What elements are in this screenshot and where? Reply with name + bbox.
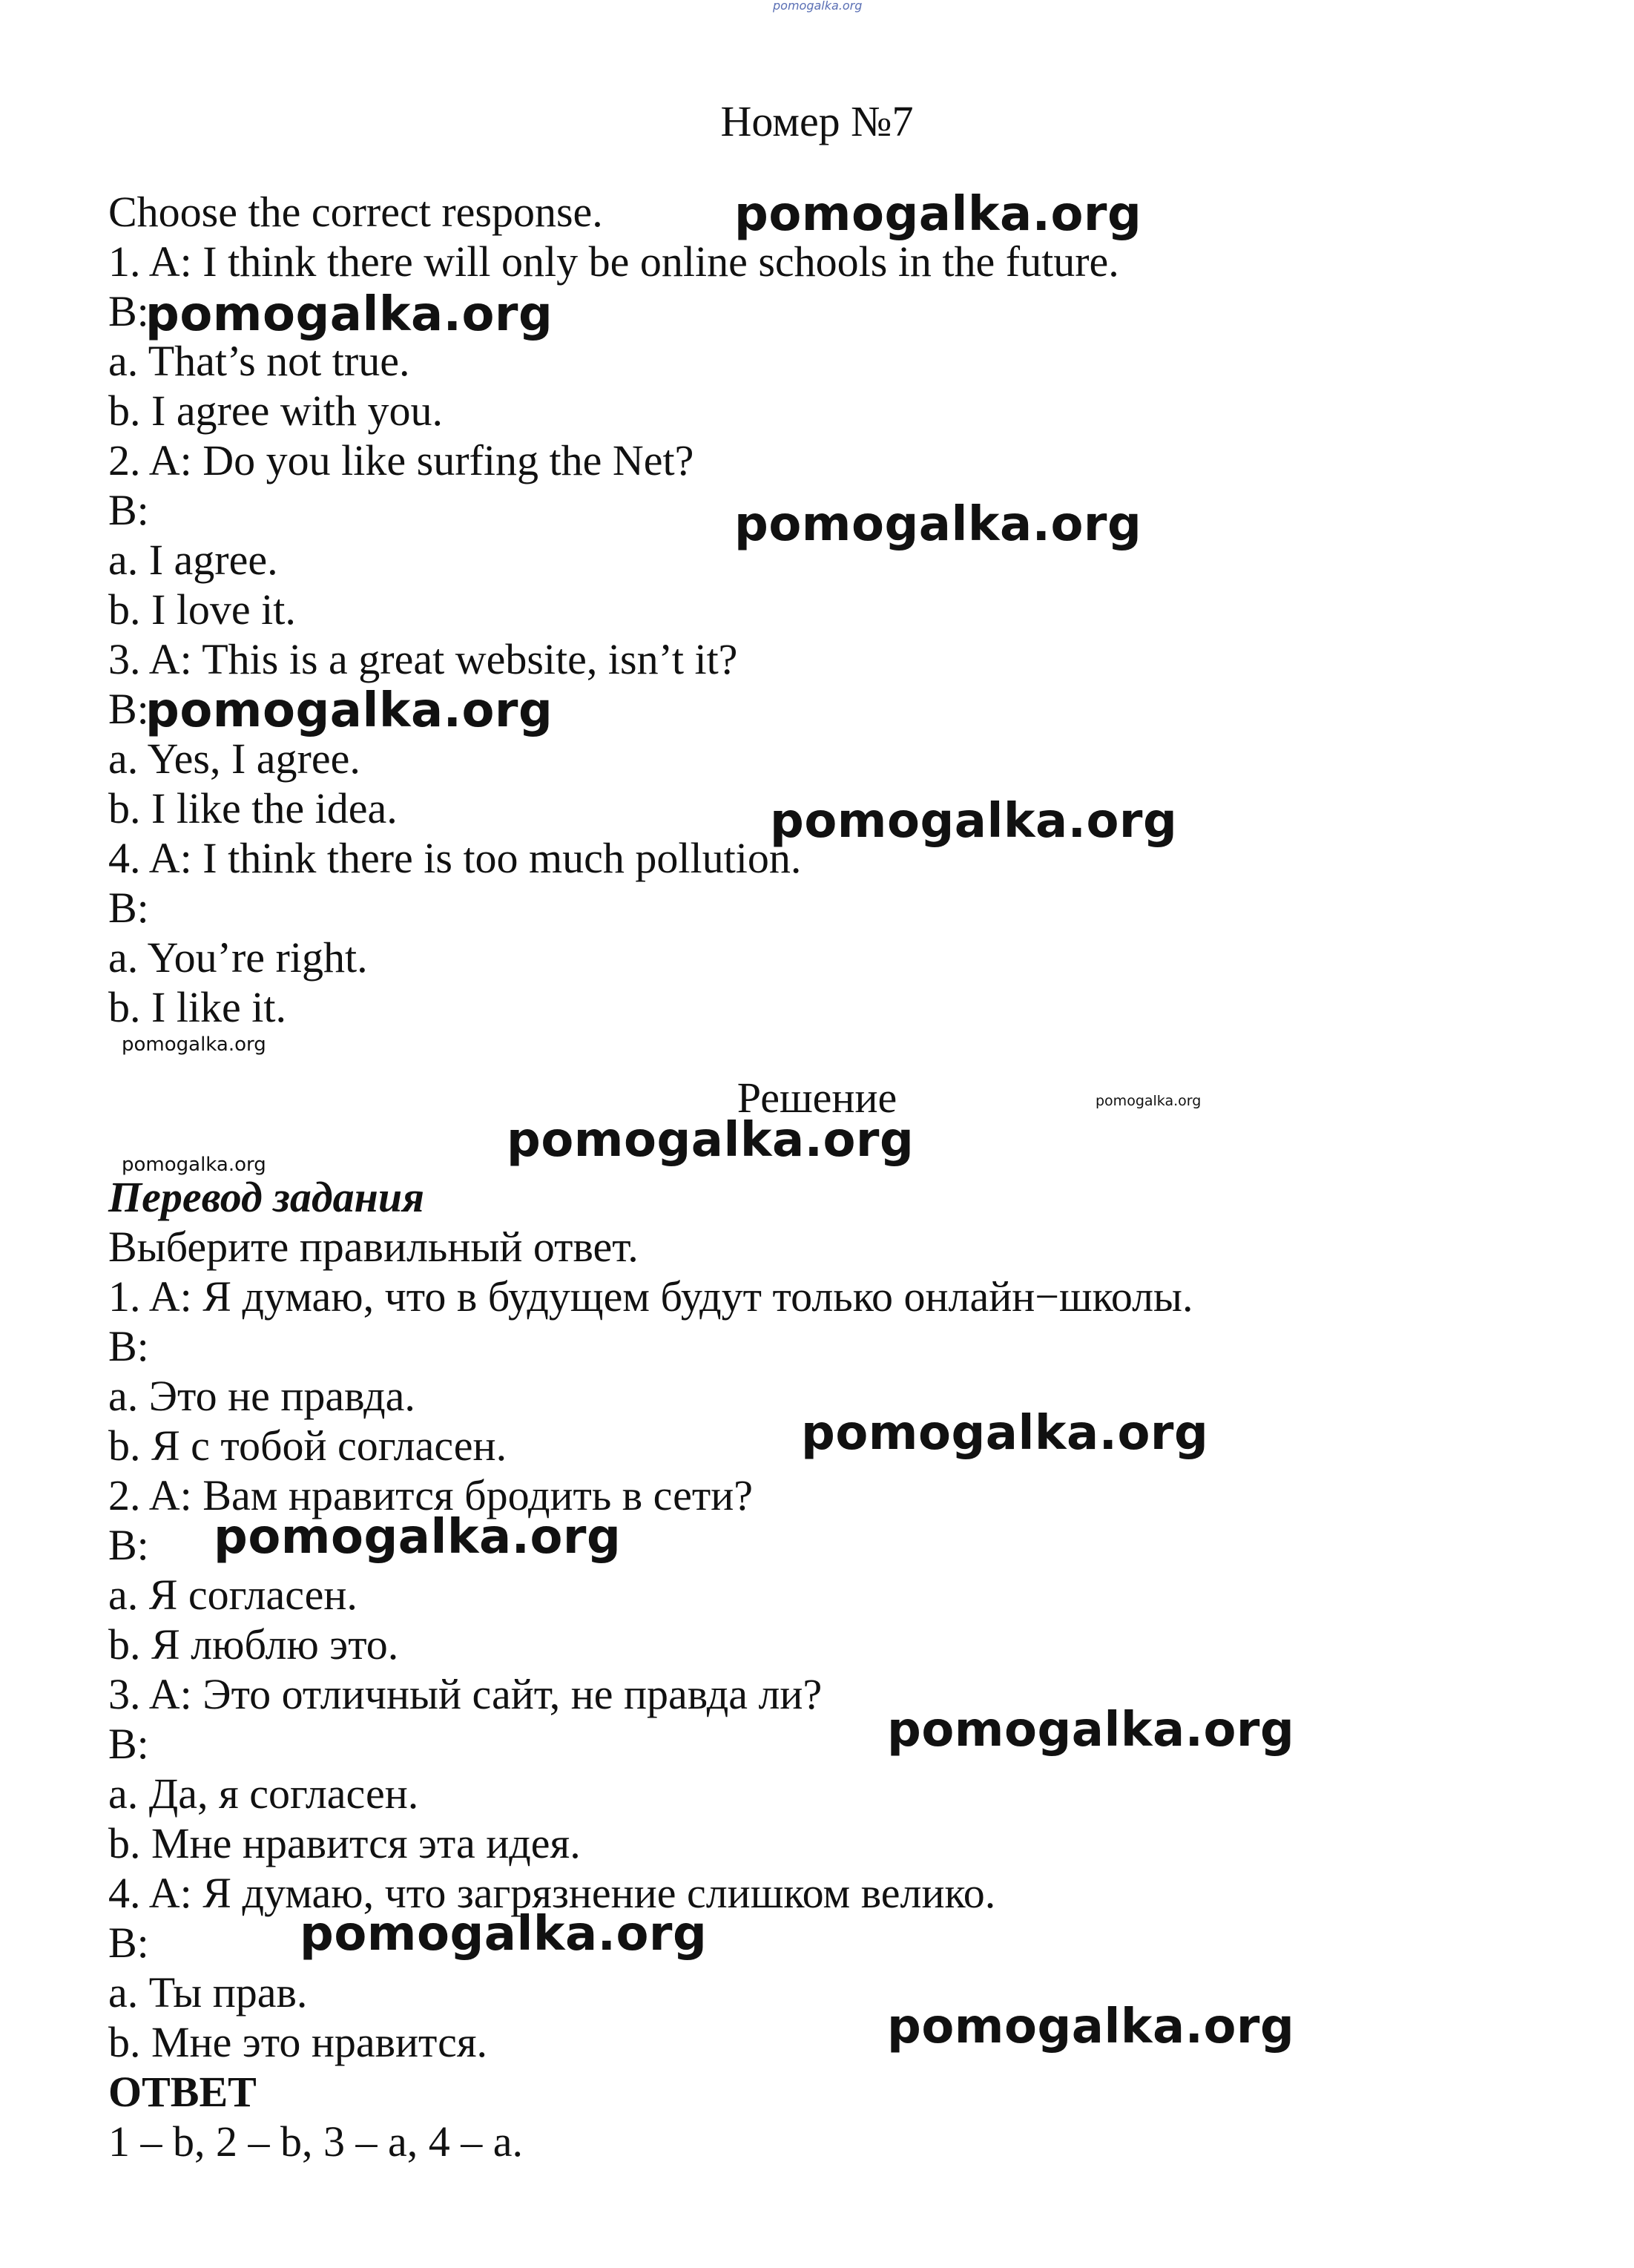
watermark: pomogalka.org <box>887 1999 1295 2054</box>
translation-line: B: <box>108 1720 149 1768</box>
task-line: B: <box>108 685 149 733</box>
task-line: B: <box>108 884 149 932</box>
translation-line: b. Я люблю это. <box>108 1620 399 1669</box>
translation-line: a. Это не правда. <box>108 1372 415 1420</box>
watermark: pomogalka.org <box>734 497 1142 552</box>
translation-line: a. Да, я согласен. <box>108 1769 419 1818</box>
task-line: B: <box>108 486 149 534</box>
top-watermark: pomogalka.org <box>773 0 863 13</box>
task-line: 2. A: Do you like surfing the Net? <box>108 436 694 484</box>
watermark: pomogalka.org <box>214 1510 622 1565</box>
translation-line: a. Ты прав. <box>108 1968 308 2016</box>
task-line: a. You’re right. <box>108 933 368 982</box>
translation-line: B: <box>108 1919 149 1967</box>
task-line: 1. A: I think there will only be online schools in the future. <box>108 237 1119 286</box>
watermark: pomogalka.org <box>145 683 553 738</box>
translation-line: b. Мне это нравится. <box>108 2018 488 2066</box>
task-line: a. That’s not true. <box>108 337 410 385</box>
watermark: pomogalka.org <box>145 287 553 342</box>
task-line: B: <box>108 287 149 335</box>
task-instruction: Choose the correct response. <box>108 188 603 236</box>
translation-line: b. Мне нравится эта идея. <box>108 1819 581 1867</box>
watermark: pomogalka.org <box>507 1113 915 1168</box>
translation-line: 2. A: Вам нравится бродить в сети? <box>108 1471 754 1519</box>
solution-title: Решение <box>737 1074 897 1122</box>
watermark: pomogalka.org <box>1096 1093 1202 1109</box>
answer-heading: ОТВЕТ <box>108 2068 257 2116</box>
watermark: pomogalka.org <box>770 794 1178 849</box>
answer-text: 1 – b, 2 – b, 3 – a, 4 – a. <box>108 2117 523 2166</box>
task-line: 4. A: I think there is too much pollution. <box>108 834 802 882</box>
watermark: pomogalka.org <box>300 1907 708 1962</box>
translation-line: 4. A: Я думаю, что загрязнение слишком велико. <box>108 1869 996 1917</box>
watermark: pomogalka.org <box>801 1406 1209 1461</box>
task-line: a. I agree. <box>108 536 278 584</box>
task-line: b. I like it. <box>108 983 287 1031</box>
translation-line: 1. A: Я думаю, что в будущем будут только онлайн−школы. <box>108 1272 1193 1321</box>
task-line: b. I agree with you. <box>108 387 443 435</box>
task-line: b. I love it. <box>108 585 296 634</box>
watermark: pomogalka.org <box>122 1154 266 1176</box>
translation-line: B: <box>108 1322 149 1370</box>
translation-heading: Перевод задания <box>108 1173 424 1221</box>
page-title: Номер №7 <box>720 97 914 145</box>
translation-line: Выберите правильный ответ. <box>108 1223 639 1271</box>
translation-line: b. Я с тобой согласен. <box>108 1421 507 1470</box>
translation-line: a. Я согласен. <box>108 1571 358 1619</box>
watermark: pomogalka.org <box>887 1703 1295 1758</box>
translation-line: B: <box>108 1521 149 1569</box>
task-line: 3. A: This is a great website, isn’t it? <box>108 635 738 683</box>
task-line: b. I like the idea. <box>108 784 398 832</box>
watermark: pomogalka.org <box>122 1033 266 1056</box>
translation-line: 3. A: Это отличный сайт, не правда ли? <box>108 1670 823 1718</box>
task-line: a. Yes, I agree. <box>108 734 360 783</box>
watermark: pomogalka.org <box>734 187 1142 242</box>
